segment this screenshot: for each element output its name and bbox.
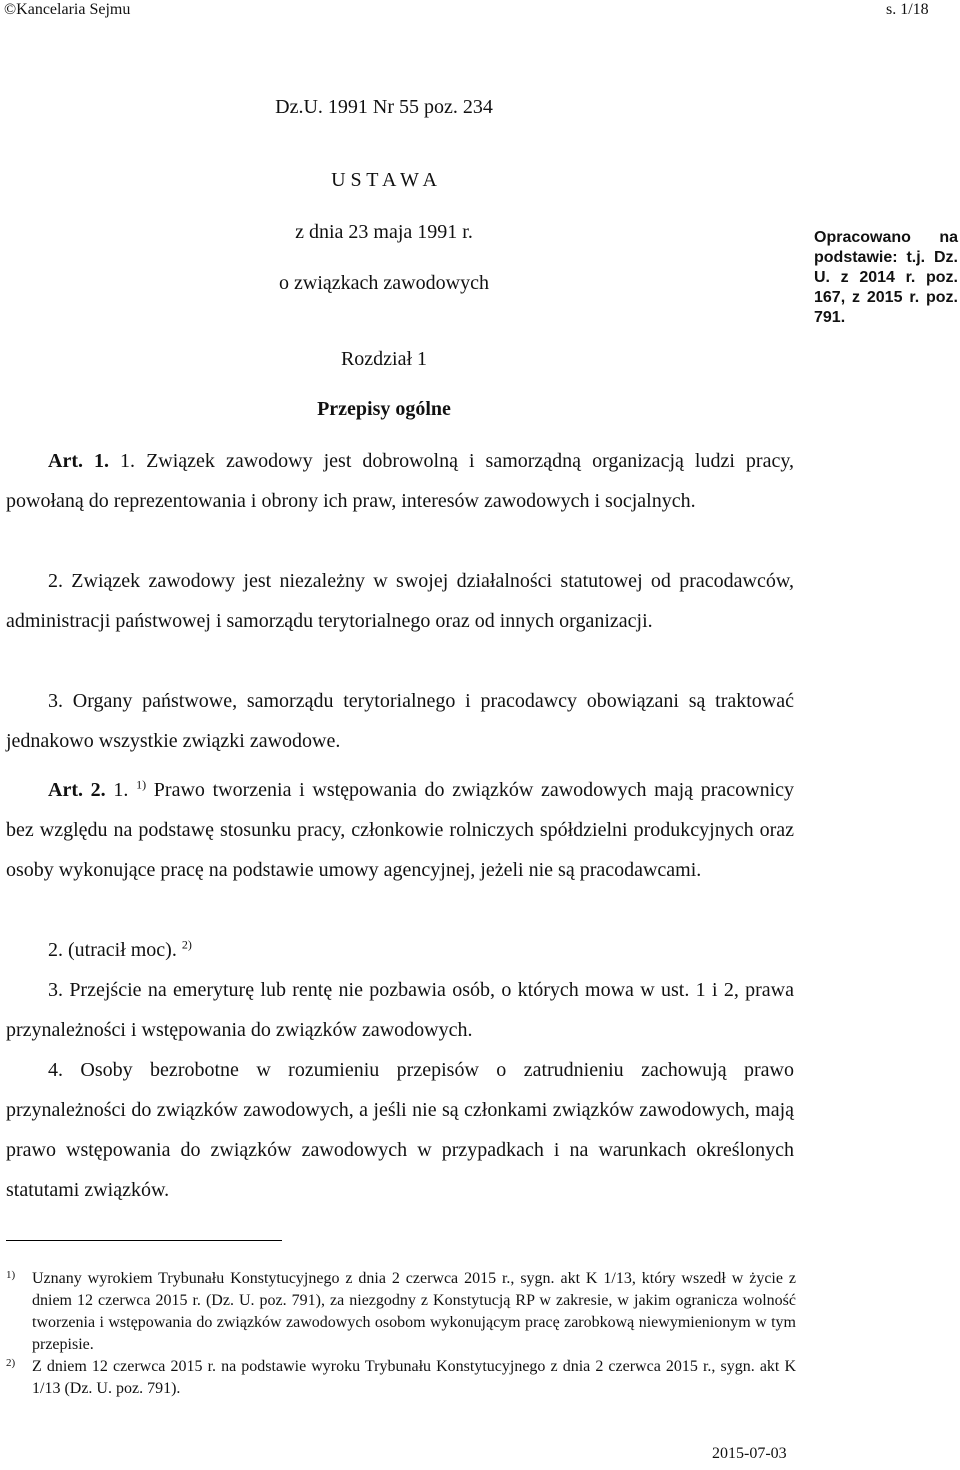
art1-para3: 3. Organy państwowe, samorządu terytorialnego i pracodawcy obowiązani są traktować jednakowo wszystkie związki zawodowe. xyxy=(6,690,794,752)
footnote-2 xyxy=(6,1356,796,1400)
footnote-ref-2[interactable]: 2) xyxy=(181,937,192,952)
art2-para1-number: 1. xyxy=(113,779,129,801)
chapter-number: Rozdział 1 xyxy=(340,348,428,370)
footnote-1 xyxy=(6,1268,796,1356)
footnote-2-text: Z dniem 12 czerwca 2015 r. na podstawie wyroku Trybunału Konstytucyjnego z dnia 2 czerwca 2015 r., sygn. akt K 1/13 (Dz. U. poz. 791). xyxy=(32,1358,796,1397)
art2-label: Art. 2. xyxy=(48,779,106,801)
art2-para1 xyxy=(6,770,794,890)
source-note: Opracowano na podstawie: t.j. Dz. U. z 2014 r. poz. 167, z 2015 r. poz. 791. xyxy=(814,229,958,326)
footnote-2-mark: 2) xyxy=(6,1357,16,1369)
art2-para3: 3. Przejście na emeryturę lub rentę nie pozbawia osób, o których mowa w ust. 1 i 2, prawa przynależności i wstępowania do związków zawodowych. xyxy=(6,979,794,1041)
art2-para1-text: Prawo tworzenia i wstępowania do związków zawodowych mają pracownicy bez względu na podstawę stosunku pracy, członkowie rolniczych spółdzielni produkcyjnych oraz osoby wykonujące pracę na podstawie umowy agencyjnej, jeżeli nie są pracodawcami. xyxy=(6,779,795,881)
art1-para1-text: Związek zawodowy jest dobrowolną i samorządną organizacją ludzi pracy, powołaną do reprezentowania i obrony ich praw, interesów zawodowych i socjalnych. xyxy=(6,450,795,512)
act-subject: o związkach zawodowych xyxy=(279,272,489,294)
footnote-ref-1[interactable]: 1) xyxy=(136,777,147,792)
journal-reference: Dz.U. 1991 Nr 55 poz. 234 xyxy=(275,96,493,118)
act-type: U S T A W A xyxy=(331,169,437,191)
art1-para1 xyxy=(6,441,794,521)
art2-para4: 4. Osoby bezrobotne w rozumieniu przepisów o zatrudnieniu zachowują prawo przynależności do związków zawodowych, a jeśli nie są członkami związków zawodowych, mają prawo wstępowania do związków zawodowych w przypadkach i na warunkach określonych statutami związków. xyxy=(6,1059,794,1201)
art1-para1-number: 1. xyxy=(120,450,136,472)
footnote-separator xyxy=(6,1240,282,1241)
act-date: z dnia 23 maja 1991 r. xyxy=(295,221,473,243)
art1-label: Art. 1. xyxy=(48,450,110,472)
chapter-title: Przepisy ogólne xyxy=(317,398,451,420)
footnote-1-mark: 1) xyxy=(6,1269,16,1281)
art2-para2-text: 2. (utracił moc). xyxy=(48,939,177,961)
footer-date: 2015-07-03 xyxy=(712,1445,787,1462)
art2-para2 xyxy=(6,930,794,970)
footnote-1-text: Uznany wyrokiem Trybunału Konstytucyjnego z dnia 2 czerwca 2015 r., sygn. akt K 1/13, który wszedł w życie z dniem 12 czerwca 2015 r. (Dz. U. poz. 791), za niezgodny z Konstytucją RP w zakresie, w jakim ogranicza wolność tworzenia i wstępowania do związków zawodowych osobom wykonującym pracę zarobkową niewymienionym w tym przepisie. xyxy=(32,1270,796,1353)
art1-para2: 2. Związek zawodowy jest niezależny w swojej działalności statutowej od pracodawców, administracji państwowej i samorządu terytorialnego oraz od innych organizacji. xyxy=(6,570,794,632)
header-source: ©Kancelaria Sejmu xyxy=(4,1,131,18)
page-number: s. 1/18 xyxy=(886,1,929,18)
